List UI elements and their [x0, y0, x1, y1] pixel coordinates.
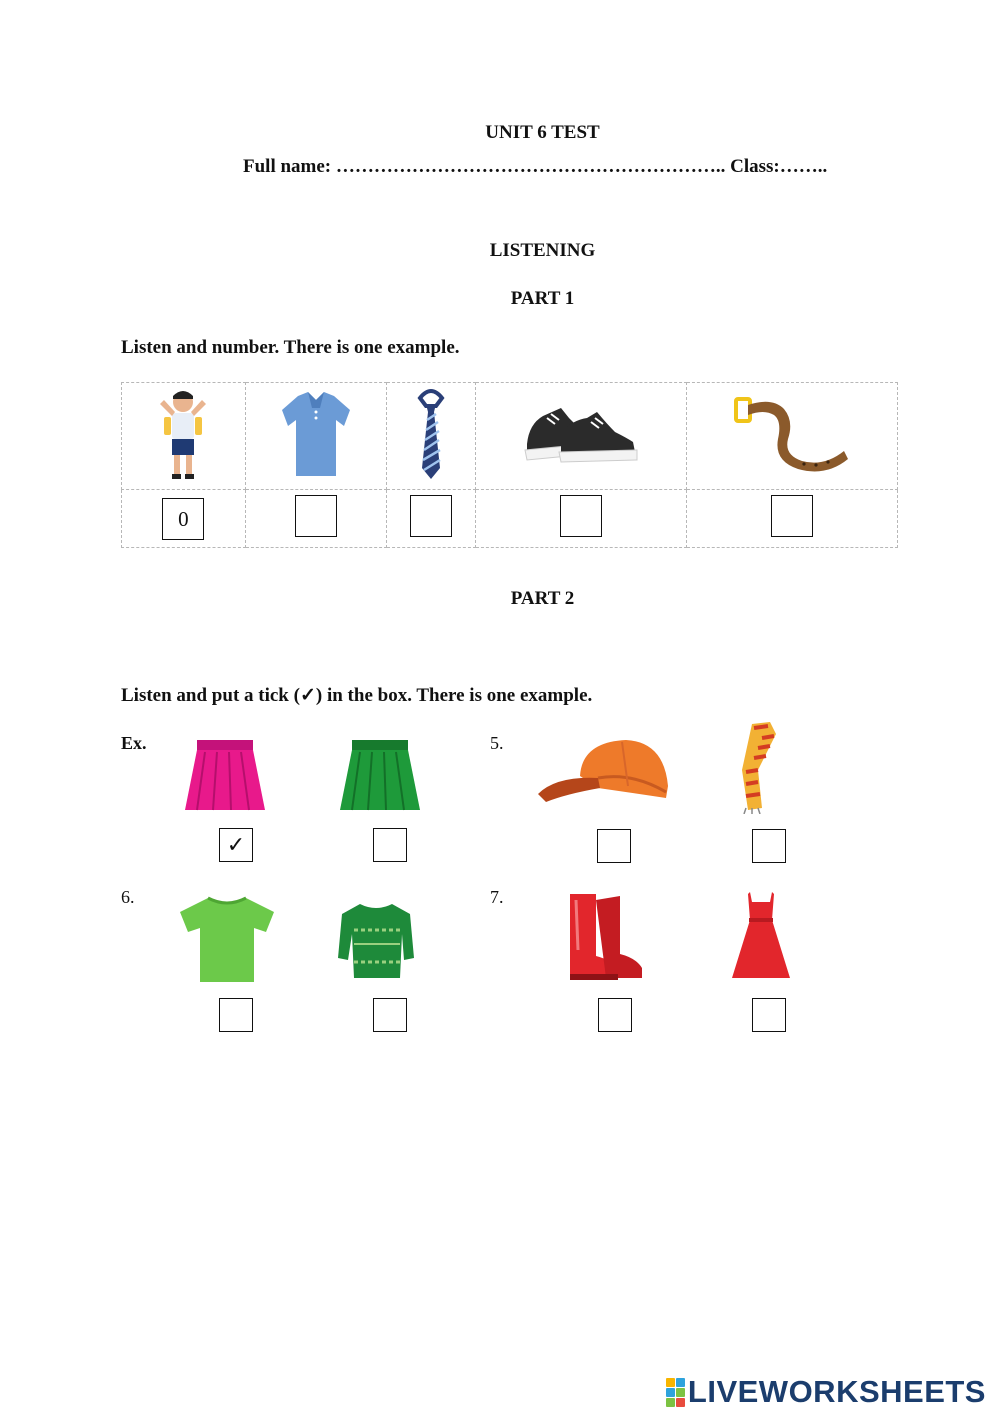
- pink-skirt-picture: [183, 738, 267, 814]
- answer-box-5[interactable]: [771, 495, 813, 537]
- section-heading: LISTENING: [489, 240, 596, 261]
- answer-box-4[interactable]: [560, 495, 602, 537]
- test-title: UNIT 6 TEST: [485, 122, 600, 143]
- tick-box-ex-a[interactable]: ✓: [219, 828, 253, 862]
- answer-box-3[interactable]: [410, 495, 452, 537]
- question-label-5: 5.: [490, 733, 504, 753]
- part1-table: [121, 382, 898, 548]
- tick-box-5-a[interactable]: [597, 829, 631, 863]
- brown-belt-picture: [686, 383, 897, 490]
- green-t-shirt-picture: [178, 894, 276, 984]
- logo-text: LIVEWORKSHEETS: [687, 1374, 986, 1409]
- tick-box-7-a[interactable]: [598, 998, 632, 1032]
- red-boots-picture: [566, 890, 644, 984]
- black-sneakers-picture: [475, 383, 686, 490]
- part1-heading: PART 1: [510, 288, 575, 309]
- liveworksheets-logo: [666, 1374, 986, 1410]
- part2-heading: PART 2: [510, 588, 575, 609]
- logo-icon: [666, 1378, 685, 1407]
- question-label-6: 6.: [121, 887, 135, 907]
- boy-in-uniform-picture: [122, 383, 246, 490]
- striped-tie-picture: [387, 383, 476, 490]
- tick-box-7-b[interactable]: [752, 998, 786, 1032]
- answer-box-1[interactable]: 0: [162, 498, 204, 540]
- part1-instruction: Listen and number. There is one example.: [121, 337, 460, 358]
- question-label-7: 7.: [490, 887, 504, 907]
- full-name-class-line: Full name: …………………………………………………….. Class:……..: [243, 156, 828, 177]
- tick-box-ex-b[interactable]: [373, 828, 407, 862]
- tick-box-6-b[interactable]: [373, 998, 407, 1032]
- green-sweater-picture: [334, 900, 418, 982]
- answer-box-2[interactable]: [295, 495, 337, 537]
- question-label-ex: Ex.: [121, 733, 147, 753]
- red-dress-picture: [730, 890, 792, 982]
- striped-scarf-picture: [732, 720, 782, 814]
- orange-cap-picture: [536, 736, 672, 804]
- part2-instruction: Listen and put a tick (✓) in the box. There is one example.: [121, 685, 593, 706]
- green-skirt-picture: [338, 738, 422, 814]
- blue-polo-shirt-picture: [245, 383, 386, 490]
- tick-box-5-b[interactable]: [752, 829, 786, 863]
- tick-box-6-a[interactable]: [219, 998, 253, 1032]
